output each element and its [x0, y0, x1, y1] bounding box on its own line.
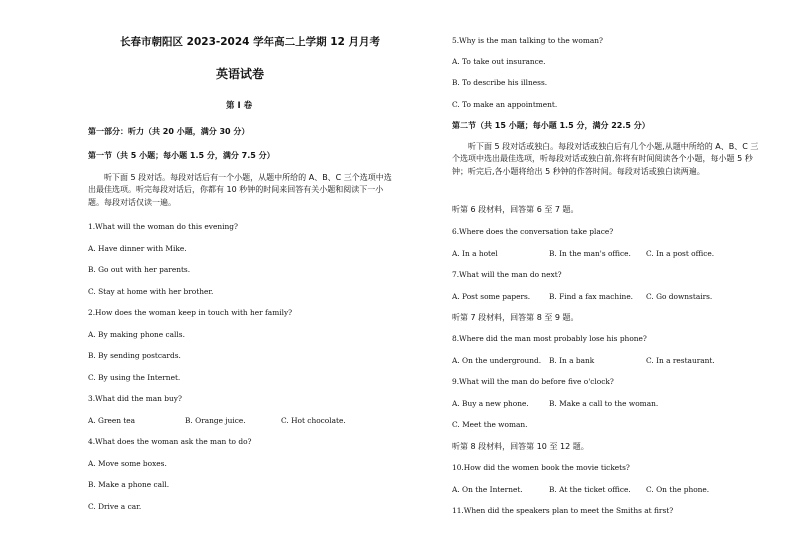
- q1-option-c: C. Stay at home with her brother.: [88, 287, 214, 296]
- q3-options-row: [88, 416, 408, 426]
- q7-option-c: C. Go downstairs.: [646, 292, 713, 301]
- section2-instructions: 听下面 5 段对话或独白。每段对话或独白后有几个小题,从题中所给的 A、B、C 三个选项中选出最佳选项，听每段对话或独白前,你将有时间阅读各个小题，每小题 5 秒钟；听完后,各小题将给出 5 秒钟的作答时间。每段对话或独白读两遍。: [452, 142, 759, 176]
- q9-option-b: B. Make a call to the woman.: [549, 399, 659, 408]
- q8-option-b: B. In a bank: [549, 356, 595, 365]
- q1-option-a: A. Have dinner with Mike.: [88, 244, 187, 253]
- section1-instructions: 听下面 5 段对话。每段对话后有一个小题，从题中所给的 A、B、C 三个选项中选出最佳选项。听完每段对话后，你都有 10 秒钟的时间来回答有关小题和阅读下一小题。每段对话仅读一遍。: [88, 173, 392, 207]
- q10-option-a: A. On the Internet.: [452, 485, 523, 494]
- q2-option-a: A. By making phone calls.: [88, 330, 185, 339]
- q4-option-c: C. Drive a car.: [88, 502, 142, 511]
- q8-option-c: C. In a restaurant.: [646, 356, 715, 365]
- q1-option-b: B. Go out with her parents.: [88, 265, 191, 274]
- q6-option-c: C. In a post office.: [646, 249, 715, 258]
- exam-title: 长春市朝阳区 2023-2024 学年高二上学期 12 月月考: [120, 36, 381, 48]
- question-6: 6.Where does the conversation take place?: [452, 227, 614, 236]
- q3-option-c: C. Hot chocolate.: [281, 416, 346, 425]
- q8-options-row: [452, 356, 772, 366]
- q2-option-c: C. By using the Internet.: [88, 373, 181, 382]
- q5-option-a: A. To take out insurance.: [452, 57, 546, 66]
- section2-heading: 第二节（共 15 小题；每小题 1.5 分，满分 22.5 分）: [452, 121, 650, 130]
- q9-option-a: A. Buy a new phone.: [452, 399, 529, 408]
- material-8-heading: 听第 8 段材料，回答第 10 至 12 题。: [452, 442, 589, 451]
- q2-option-b: B. By sending postcards.: [88, 351, 181, 360]
- question-11: 11.When did the speakers plan to meet the Smiths at first?: [452, 506, 674, 515]
- exam-subtitle: 英语试卷: [216, 67, 265, 81]
- material-7-heading: 听第 7 段材料，回答第 8 至 9 题。: [452, 313, 579, 322]
- q6-option-a: A. In a hotel: [452, 249, 498, 258]
- q7-options-row: [452, 292, 772, 302]
- question-5: 5.Why is the man talking to the woman?: [452, 36, 603, 45]
- q9-options-row: [452, 399, 772, 409]
- question-10: 10.How did the women book the movie tickets?: [452, 463, 630, 472]
- q7-option-b: B. Find a fax machine.: [549, 292, 634, 301]
- material-6-heading: 听第 6 段材料，回答第 6 至 7 题。: [452, 205, 579, 214]
- q10-option-b: B. At the ticket office.: [549, 485, 631, 494]
- q6-option-b: B. In the man's office.: [549, 249, 631, 258]
- volume-heading: 第 I 卷: [226, 101, 253, 111]
- question-9: 9.What will the man do before five o'clock?: [452, 377, 614, 386]
- question-4: 4.What does the woman ask the man to do?: [88, 437, 252, 446]
- q7-option-a: A. Post some papers.: [452, 292, 531, 301]
- q8-option-a: A. On the underground.: [452, 356, 542, 365]
- q5-option-b: B. To describe his illness.: [452, 78, 548, 87]
- q10-option-c: C. On the phone.: [646, 485, 710, 494]
- q6-options-row: [452, 249, 772, 259]
- q5-option-c: C. To make an appointment.: [452, 100, 558, 109]
- section1-heading: 第一节（共 5 小题；每小题 1.5 分，满分 7.5 分）: [88, 151, 275, 160]
- q4-option-b: B. Make a phone call.: [88, 480, 170, 489]
- q10-options-row: [452, 485, 772, 495]
- question-3: 3.What did the man buy?: [88, 394, 182, 403]
- question-1: 1.What will the woman do this evening?: [88, 222, 238, 231]
- q3-option-b: B. Orange juice.: [185, 416, 246, 425]
- part1-heading: 第一部分：听力（共 20 小题，满分 30 分）: [88, 127, 250, 136]
- q9-option-c: C. Meet the woman.: [452, 420, 528, 429]
- q3-option-a: A. Green tea: [88, 416, 136, 425]
- question-7: 7.What will the man do next?: [452, 270, 562, 279]
- question-2: 2.How does the woman keep in touch with her family?: [88, 308, 293, 317]
- question-8: 8.Where did the man most probably lose his phone?: [452, 334, 647, 343]
- q4-option-a: A. Move some boxes.: [88, 459, 167, 468]
